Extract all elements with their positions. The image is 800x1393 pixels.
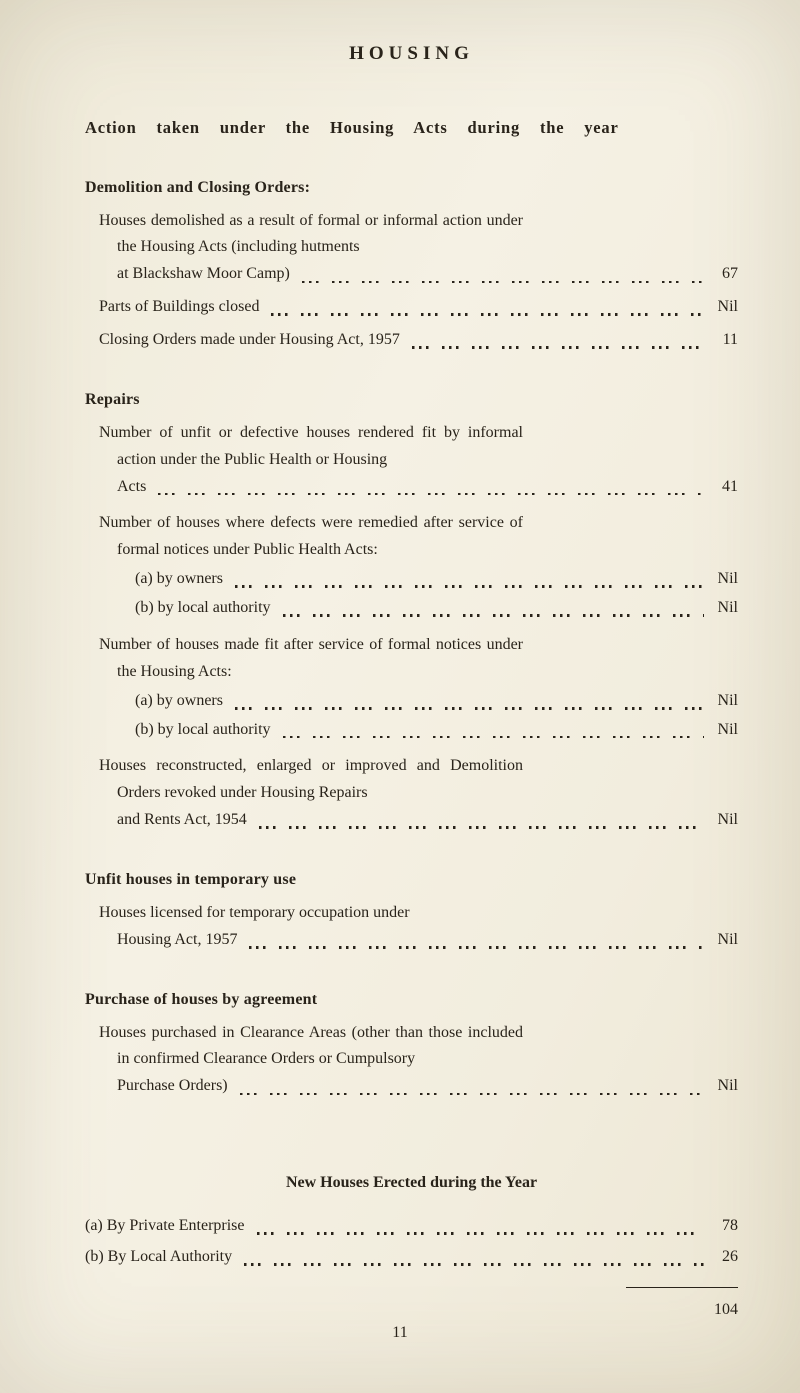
dot-leader: [249, 946, 704, 949]
main-heading: Action taken under the Housing Acts during the year: [85, 117, 619, 137]
entry-defects-remedied-intro: [99, 510, 738, 564]
entry-text: (a) By Private Enterprise: [85, 1217, 245, 1234]
entry-text-tail: Housing Act, 1957: [117, 930, 238, 948]
dot-leader: [283, 736, 704, 739]
entry-parts-closed: [99, 294, 738, 321]
page-number: 11: [392, 1324, 408, 1342]
entry-value: 26: [722, 1247, 738, 1265]
entry-text: Houses reconstructed, enlarged or improved and Demolition Orders revoked under Housing Repairs: [99, 757, 523, 802]
entry-text: (a) by owners: [135, 691, 223, 709]
entry-made-fit-by-owners: [135, 688, 738, 715]
entry-text: (b) by local authority: [135, 599, 271, 616]
section-heading-unfit: Unfit houses in temporary use: [85, 871, 297, 888]
section-purchase: [85, 987, 738, 1101]
entry-defects-by-authority: [135, 595, 738, 622]
entry-value-line: [99, 261, 738, 288]
entry-made-fit-by-authority: [135, 717, 738, 744]
page-title: HOUSING: [349, 43, 474, 64]
entry-made-fit-intro: [99, 632, 738, 686]
entry-licensed-temporary: [99, 900, 738, 954]
entry-value-line: [135, 688, 738, 715]
entry-value-line: [99, 327, 738, 354]
entry-value: 78: [722, 1217, 738, 1234]
entry-text-tail: Acts: [117, 477, 147, 495]
section-heading-new-houses: New Houses Erected during the Year: [285, 1174, 538, 1192]
section-unfit-houses: [85, 867, 738, 954]
dot-leader: [235, 585, 704, 588]
entry-houses-demolished: [99, 208, 738, 289]
entry-text: (b) by local authority: [135, 720, 271, 738]
entry-houses-purchased: [99, 1020, 738, 1101]
entry-rendered-fit: [99, 420, 738, 501]
dot-leader: [240, 1093, 704, 1096]
entry-value: 41: [722, 477, 738, 495]
entry-value-line: [99, 294, 738, 321]
entry-text: Parts of Buildings closed: [99, 298, 260, 316]
dot-leader: [257, 1232, 705, 1235]
total-block: [626, 1287, 738, 1324]
entry-text: Closing Orders made under Housing Act, 1957: [99, 331, 400, 348]
entry-text: Number of unfit or defective houses rendered fit by informal action under the Public Health or Housing: [99, 423, 523, 468]
entry-value-line: [99, 927, 738, 954]
entry-text-tail: at Blackshaw Moor Camp): [117, 265, 290, 283]
dot-leader: [271, 313, 704, 316]
entry-value: 67: [722, 265, 738, 283]
entry-value: Nil: [717, 720, 738, 738]
dot-leader: [283, 614, 704, 617]
entry-text: Number of houses made fit after service of formal notices under the Housing Acts:: [99, 635, 523, 680]
entry-value-line: [99, 474, 738, 501]
section-demolition: [85, 175, 738, 354]
total-value: 104: [714, 1300, 738, 1318]
entry-text: (b) By Local Authority: [85, 1247, 233, 1265]
entry-local-authority: [85, 1244, 738, 1271]
entry-value-line: [135, 595, 738, 622]
dot-leader: [244, 1263, 704, 1266]
entry-value: Nil: [717, 1077, 738, 1095]
entry-value: Nil: [717, 298, 738, 316]
section-heading-purchase: Purchase of houses by agreement: [85, 990, 318, 1008]
entry-value: Nil: [717, 691, 738, 709]
entry-text-tail: Purchase Orders): [117, 1077, 228, 1095]
entry-value-line: [135, 566, 738, 593]
entry-value: Nil: [717, 811, 738, 829]
entry-text-tail: and Rents Act, 1954: [117, 811, 247, 829]
section-new-houses: [85, 1170, 738, 1324]
section-heading-repairs: Repairs: [85, 390, 140, 408]
entry-private-enterprise: [85, 1213, 738, 1240]
dot-leader: [302, 281, 704, 284]
entry-value: 11: [722, 331, 738, 348]
entry-value-line: [135, 717, 738, 744]
entry-text: Number of houses where defects were remedied after service of formal notices under Public Health Acts:: [99, 514, 523, 559]
entry-value: Nil: [717, 570, 738, 588]
dot-leader: [158, 493, 704, 496]
entry-closing-orders: [99, 327, 738, 354]
entry-value-line: [99, 807, 738, 834]
section-repairs: [85, 387, 738, 834]
entry-reconstructed: [99, 753, 738, 834]
entry-defects-by-owners: [135, 566, 738, 593]
entry-text: Houses demolished as a result of formal or informal action under the Housing Acts (including hutments: [99, 211, 523, 256]
entry-text: (a) by owners: [135, 570, 223, 588]
entry-value: Nil: [717, 599, 738, 616]
dot-leader: [235, 707, 704, 710]
dot-leader: [412, 346, 704, 349]
section-heading-demolition: Demolition and Closing Orders:: [85, 178, 311, 196]
entry-value-line: [99, 1073, 738, 1100]
entry-value: Nil: [717, 930, 738, 948]
entry-text: Houses purchased in Clearance Areas (other than those included in confirmed Clearance Orders or Cumpulsory: [99, 1023, 523, 1068]
entry-text: Houses licensed for temporary occupation under: [99, 903, 410, 921]
dot-leader: [259, 826, 704, 829]
